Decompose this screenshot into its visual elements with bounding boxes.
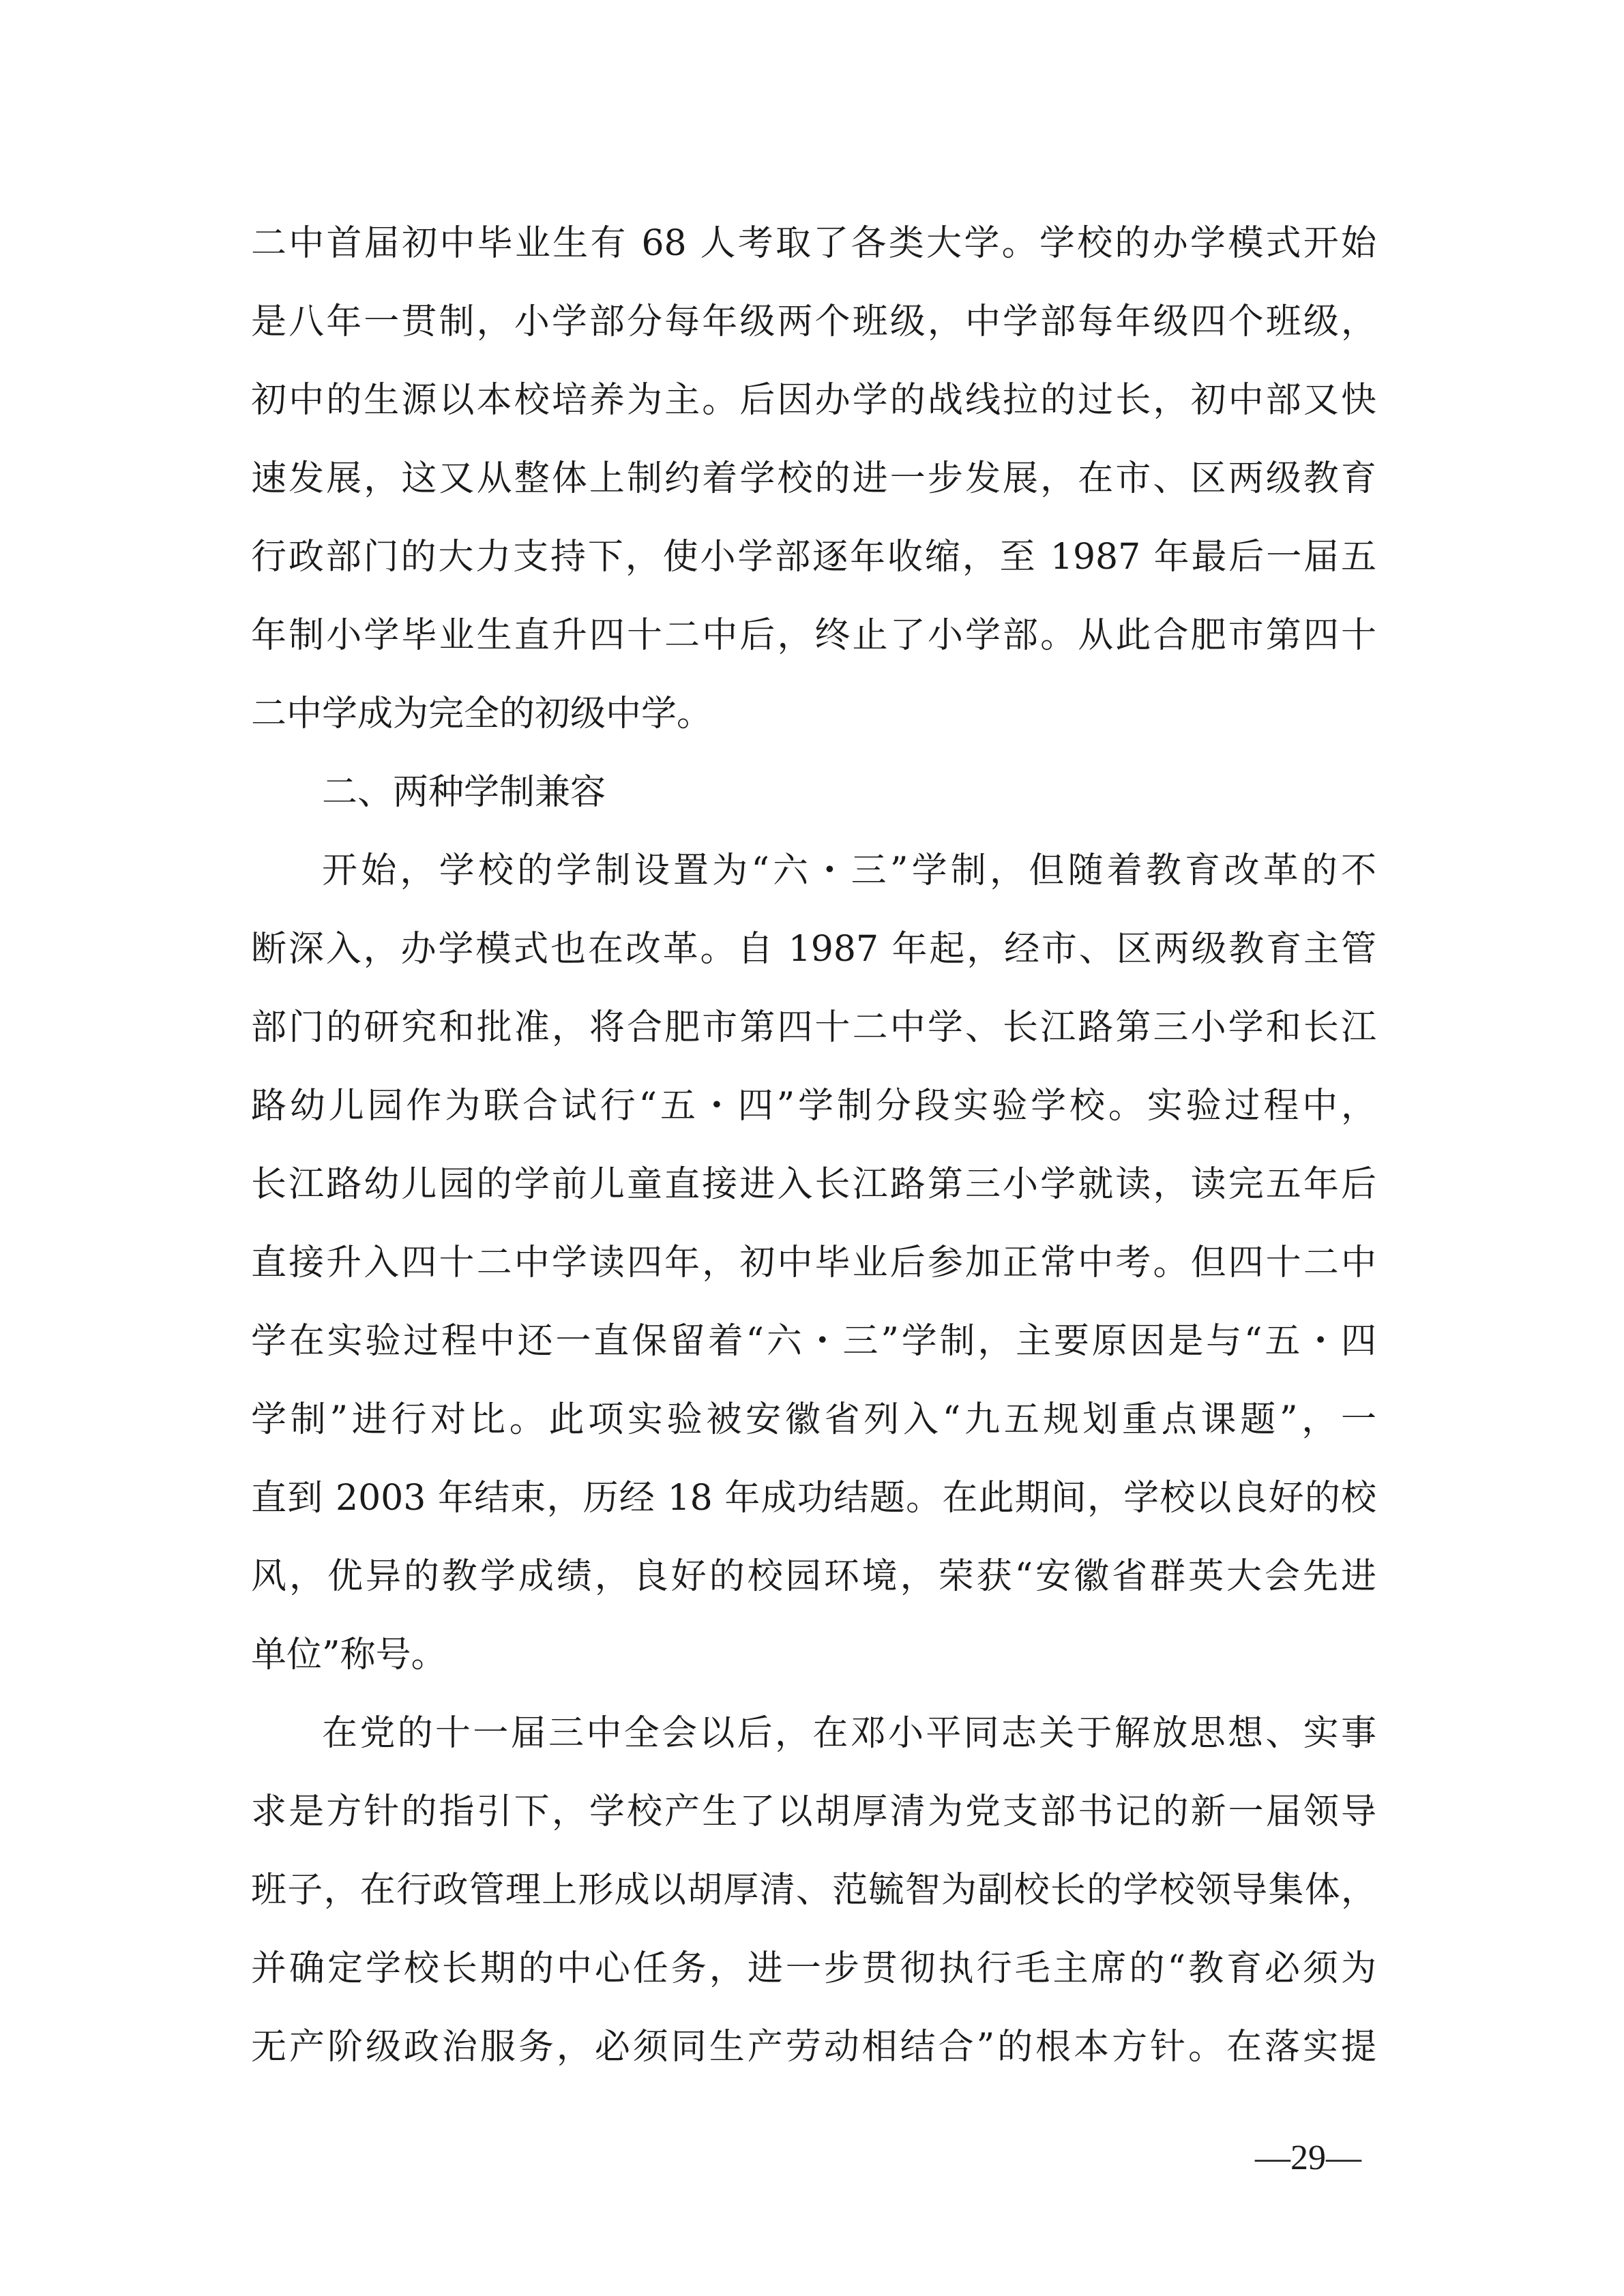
text-line: 二中首届初中毕业生有 68 人考取了各类大学。学校的办学模式开始 bbox=[251, 223, 1376, 264]
text-line: 求是方针的指引下，学校产生了以胡厚清为党支部书记的新一届领导 bbox=[251, 1791, 1376, 1832]
text-line: 是八年一贯制，小学部分每年级两个班级，中学部每年级四个班级， bbox=[251, 301, 1376, 342]
text-line: 学制”进行对比。此项实验被安徽省列入“九五规划重点课题”，一 bbox=[251, 1399, 1376, 1440]
text-line: 初中的生源以本校培养为主。后因办学的战线拉的过长，初中部又快 bbox=[251, 380, 1376, 421]
body-text bbox=[251, 205, 1376, 2087]
text-line: 二中学成为完全的初级中学。 bbox=[251, 694, 713, 734]
text-line: 部门的研究和批准，将合肥市第四十二中学、长江路第三小学和长江 bbox=[251, 1007, 1376, 1048]
text-line: 风，优异的教学成绩，良好的校园环境，荣获“安徽省群英大会先进 bbox=[251, 1556, 1376, 1597]
text-line: 直接升入四十二中学读四年，初中毕业后参加正常中考。但四十二中 bbox=[251, 1242, 1376, 1283]
text-line: 直到 2003 年结束，历经 18 年成功结题。在此期间，学校以良好的校 bbox=[251, 1478, 1376, 1519]
text-line: 路幼儿园作为联合试行“五・四”学制分段实验学校。实验过程中， bbox=[251, 1086, 1376, 1127]
text-line: 在党的十一届三中全会以后，在邓小平同志关于解放思想、实事 bbox=[322, 1713, 1376, 1754]
page-number: —29— bbox=[1255, 2138, 1361, 2177]
text-line: 学在实验过程中还一直保留着“六・三”学制，主要原因是与“五・四 bbox=[251, 1321, 1376, 1362]
text-line: 开始，学校的学制设置为“六・三”学制，但随着教育改革的不 bbox=[322, 850, 1376, 891]
text-line: 并确定学校长期的中心任务，进一步贯彻执行毛主席的“教育必须为 bbox=[251, 1948, 1376, 1989]
text-line: 年制小学毕业生直升四十二中后，终止了小学部。从此合肥市第四十 bbox=[251, 615, 1376, 656]
text-line: 断深入，办学模式也在改革。自 1987 年起，经市、区两级教育主管 bbox=[251, 929, 1376, 970]
text-line: 无产阶级政治服务，必须同生产劳动相结合”的根本方针。在落实提 bbox=[251, 2027, 1376, 2068]
section-heading: 二、两种学制兼容 bbox=[322, 772, 606, 813]
text-line: 速发展，这又从整体上制约着学校的进一步发展，在市、区两级教育 bbox=[251, 458, 1376, 499]
text-line: 班子，在行政管理上形成以胡厚清、范毓智为副校长的学校领导集体， bbox=[251, 1870, 1376, 1911]
text-line: 长江路幼儿园的学前儿童直接进入长江路第三小学就读，读完五年后 bbox=[251, 1164, 1376, 1205]
text-line: 行政部门的大力支持下，使小学部逐年收缩，至 1987 年最后一届五 bbox=[251, 537, 1376, 578]
text-line: 单位”称号。 bbox=[251, 1635, 447, 1675]
